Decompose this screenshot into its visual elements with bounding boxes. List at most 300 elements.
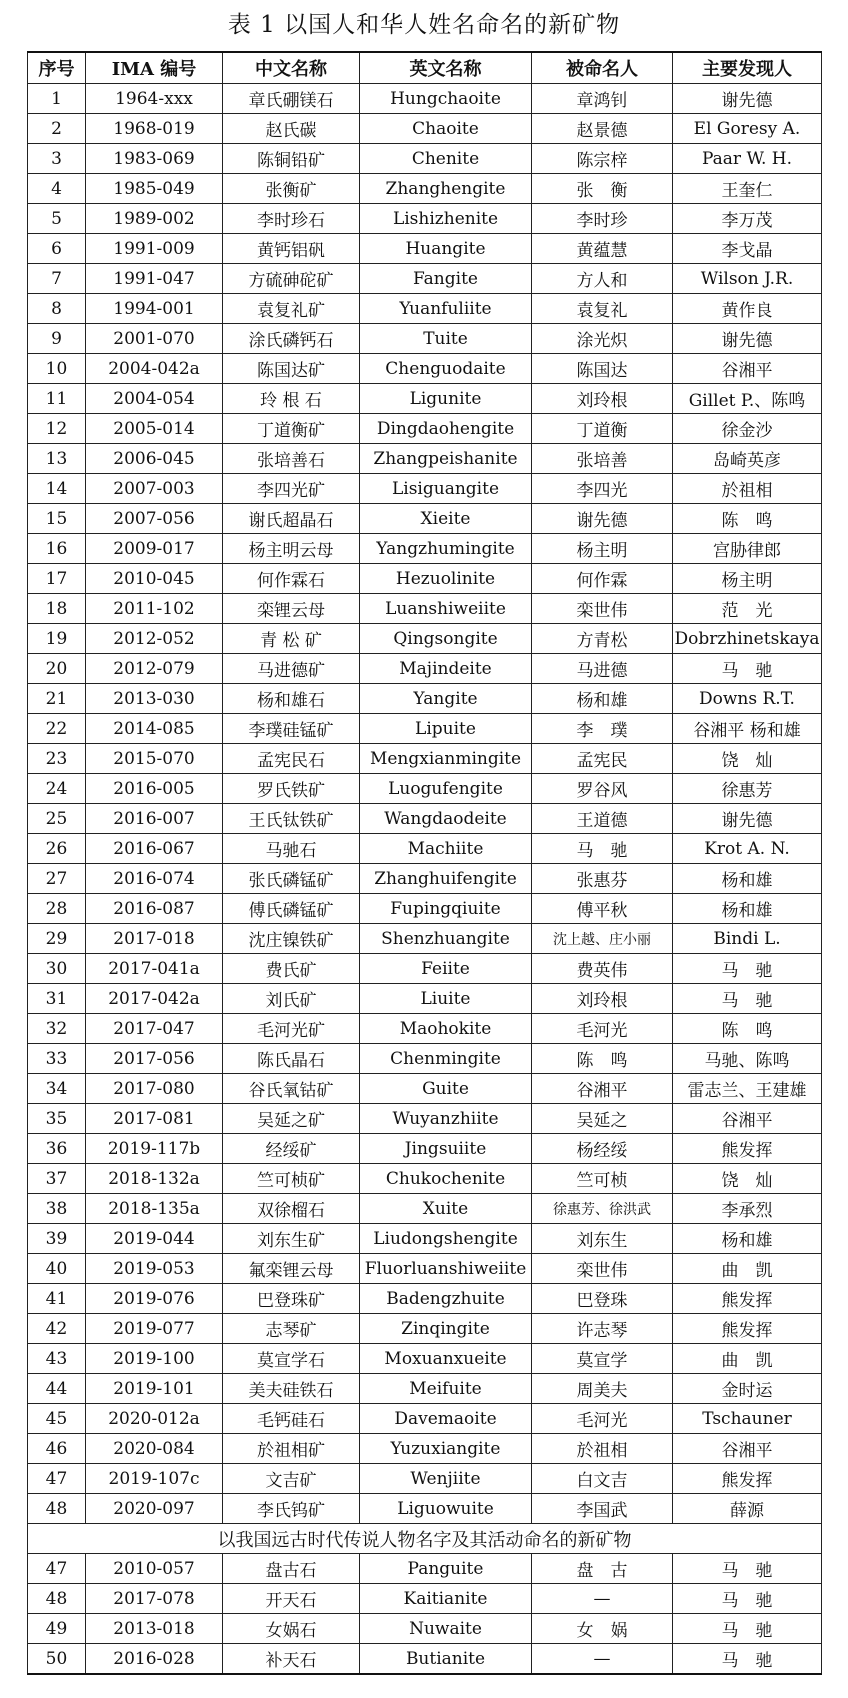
table-row bbox=[28, 174, 822, 204]
table-cell: 黄作良 bbox=[673, 294, 822, 324]
table-cell: 孟宪民石 bbox=[223, 744, 360, 774]
table-cell: 32 bbox=[28, 1014, 86, 1044]
table-cell: 张 衡 bbox=[532, 174, 673, 204]
table-cell: 文吉矿 bbox=[223, 1464, 360, 1494]
table-cell: 49 bbox=[28, 1614, 86, 1644]
table-cell: 2018-135a bbox=[86, 1194, 223, 1224]
table-cell: 薛源 bbox=[673, 1494, 822, 1524]
table-row bbox=[28, 444, 822, 474]
table-cell: 2019-077 bbox=[86, 1314, 223, 1344]
table-cell: 张衡矿 bbox=[223, 174, 360, 204]
table-cell: 刘东生矿 bbox=[223, 1224, 360, 1254]
table-cell: Wilson J.R. bbox=[673, 264, 822, 294]
table-row bbox=[28, 234, 822, 264]
table-row bbox=[28, 1554, 822, 1584]
table-cell: 赵景德 bbox=[532, 114, 673, 144]
table-cell: 2019-101 bbox=[86, 1374, 223, 1404]
table-cell: 14 bbox=[28, 474, 86, 504]
table-cell: Zhangpeishanite bbox=[360, 444, 532, 474]
table-cell: 熊发挥 bbox=[673, 1314, 822, 1344]
table-cell: Liuite bbox=[360, 984, 532, 1014]
table-cell: 陈国达 bbox=[532, 354, 673, 384]
table-cell: 马 驰 bbox=[673, 654, 822, 684]
table-row bbox=[28, 744, 822, 774]
table-cell: 赵氏碳 bbox=[223, 114, 360, 144]
table-cell: 谷湘平 bbox=[673, 1104, 822, 1134]
table-cell: Tschauner bbox=[673, 1404, 822, 1434]
table-cell: 开天石 bbox=[223, 1584, 360, 1614]
table-cell: Lishizhenite bbox=[360, 204, 532, 234]
table-cell: 28 bbox=[28, 894, 86, 924]
table-cell: 竺可桢矿 bbox=[223, 1164, 360, 1194]
table-row bbox=[28, 114, 822, 144]
table-cell: 栾锂云母 bbox=[223, 594, 360, 624]
table-cell: 谷湘平 bbox=[673, 1434, 822, 1464]
table-cell: 熊发挥 bbox=[673, 1464, 822, 1494]
table-cell: 范 光 bbox=[673, 594, 822, 624]
table-cell: 沈上越、庄小丽 bbox=[532, 924, 673, 954]
table-cell: Downs R.T. bbox=[673, 684, 822, 714]
table-cell: 29 bbox=[28, 924, 86, 954]
header-cell: 序号 bbox=[28, 52, 86, 84]
table-cell: 37 bbox=[28, 1164, 86, 1194]
table-cell: 2012-052 bbox=[86, 624, 223, 654]
table-cell: 20 bbox=[28, 654, 86, 684]
table-cell: 2012-079 bbox=[86, 654, 223, 684]
table-cell: 莫宣学石 bbox=[223, 1344, 360, 1374]
table-cell: 於祖相矿 bbox=[223, 1434, 360, 1464]
table-cell: 袁复礼 bbox=[532, 294, 673, 324]
header-row bbox=[28, 52, 822, 84]
table-cell: Liguowuite bbox=[360, 1494, 532, 1524]
table-row bbox=[28, 534, 822, 564]
table-row bbox=[28, 1164, 822, 1194]
table-cell: 43 bbox=[28, 1344, 86, 1374]
table-cell: 李氏钨矿 bbox=[223, 1494, 360, 1524]
table-cell: Huangite bbox=[360, 234, 532, 264]
table-cell: Fangite bbox=[360, 264, 532, 294]
table-cell: 谢氏超晶石 bbox=[223, 504, 360, 534]
table-cell: Chenmingite bbox=[360, 1044, 532, 1074]
table-row bbox=[28, 264, 822, 294]
table-cell: 2019-076 bbox=[86, 1284, 223, 1314]
table-cell: 42 bbox=[28, 1314, 86, 1344]
table-cell: Feiite bbox=[360, 954, 532, 984]
table-cell: 美夫硅铁石 bbox=[223, 1374, 360, 1404]
table-cell: 40 bbox=[28, 1254, 86, 1284]
table-cell: Yangite bbox=[360, 684, 532, 714]
table-cell: El Goresy A. bbox=[673, 114, 822, 144]
table-cell: 谷湘平 杨和雄 bbox=[673, 714, 822, 744]
table-cell: 陈 鸣 bbox=[673, 504, 822, 534]
table-cell: 马进德 bbox=[532, 654, 673, 684]
table-cell: 巴登珠矿 bbox=[223, 1284, 360, 1314]
table-cell: Zinqingite bbox=[360, 1314, 532, 1344]
table-cell: 方人和 bbox=[532, 264, 673, 294]
table-cell: 女娲石 bbox=[223, 1614, 360, 1644]
table-cell: 27 bbox=[28, 864, 86, 894]
table-cell: 章鸿钊 bbox=[532, 84, 673, 114]
table-cell: Chukochenite bbox=[360, 1164, 532, 1194]
table-cell: 30 bbox=[28, 954, 86, 984]
table-cell: 2011-102 bbox=[86, 594, 223, 624]
table-cell: 4 bbox=[28, 174, 86, 204]
table-cell: 雷志兰、王建雄 bbox=[673, 1074, 822, 1104]
table-cell: 35 bbox=[28, 1104, 86, 1134]
table-cell: Chaoite bbox=[360, 114, 532, 144]
table-cell: 17 bbox=[28, 564, 86, 594]
table-cell: Majindeite bbox=[360, 654, 532, 684]
table-cell: 24 bbox=[28, 774, 86, 804]
table-cell: 2019-107c bbox=[86, 1464, 223, 1494]
table-cell: 16 bbox=[28, 534, 86, 564]
table-cell: Xuite bbox=[360, 1194, 532, 1224]
table-cell: 马进德矿 bbox=[223, 654, 360, 684]
table-cell: 2017-081 bbox=[86, 1104, 223, 1134]
table-row bbox=[28, 1044, 822, 1074]
table-cell: 吴延之矿 bbox=[223, 1104, 360, 1134]
table-cell: 10 bbox=[28, 354, 86, 384]
section-row bbox=[28, 1524, 822, 1554]
table-cell: 马 驰 bbox=[673, 1554, 822, 1584]
table-cell: 刘玲根 bbox=[532, 984, 673, 1014]
table-cell: 吴延之 bbox=[532, 1104, 673, 1134]
table-row bbox=[28, 1314, 822, 1344]
table-cell: 傅氏磷锰矿 bbox=[223, 894, 360, 924]
table-cell: 谷湘平 bbox=[532, 1074, 673, 1104]
table-cell: 2015-070 bbox=[86, 744, 223, 774]
table-row bbox=[28, 144, 822, 174]
table-cell: 毛河光 bbox=[532, 1404, 673, 1434]
table-row bbox=[28, 504, 822, 534]
table-row bbox=[28, 954, 822, 984]
table-cell: 1968-019 bbox=[86, 114, 223, 144]
table-cell: 1983-069 bbox=[86, 144, 223, 174]
table-cell: Xieite bbox=[360, 504, 532, 534]
table-cell: 47 bbox=[28, 1554, 86, 1584]
table-cell: 3 bbox=[28, 144, 86, 174]
table-cell: Yuanfuliite bbox=[360, 294, 532, 324]
table-row bbox=[28, 1584, 822, 1614]
table-row bbox=[28, 894, 822, 924]
header-cell: 被命名人 bbox=[532, 52, 673, 84]
table-cell: 李四光 bbox=[532, 474, 673, 504]
table-cell: 何作霖 bbox=[532, 564, 673, 594]
table-cell: 48 bbox=[28, 1584, 86, 1614]
table-cell: 栾世伟 bbox=[532, 594, 673, 624]
table-cell: 2017-041a bbox=[86, 954, 223, 984]
table-cell: 刘玲根 bbox=[532, 384, 673, 414]
table-cell: Shenzhuangite bbox=[360, 924, 532, 954]
table-cell: Mengxianmingite bbox=[360, 744, 532, 774]
table-cell: Liudongshengite bbox=[360, 1224, 532, 1254]
header-cell: IMA 编号 bbox=[86, 52, 223, 84]
table-cell: 2017-042a bbox=[86, 984, 223, 1014]
table-cell: 谢先德 bbox=[673, 324, 822, 354]
table-cell: 李承烈 bbox=[673, 1194, 822, 1224]
table-cell: 刘氏矿 bbox=[223, 984, 360, 1014]
header-cell: 中文名称 bbox=[223, 52, 360, 84]
table-cell: 费氏矿 bbox=[223, 954, 360, 984]
table-cell: Paar W. H. bbox=[673, 144, 822, 174]
table-cell: Ligunite bbox=[360, 384, 532, 414]
table-row bbox=[28, 834, 822, 864]
table-cell: 39 bbox=[28, 1224, 86, 1254]
table-cell: 补天石 bbox=[223, 1644, 360, 1675]
table-cell: 8 bbox=[28, 294, 86, 324]
table-cell: 杨主明云母 bbox=[223, 534, 360, 564]
table-cell: 2019-053 bbox=[86, 1254, 223, 1284]
table-row bbox=[28, 1104, 822, 1134]
table-cell: Zhanghengite bbox=[360, 174, 532, 204]
table-cell: 李万茂 bbox=[673, 204, 822, 234]
table-cell: 李国武 bbox=[532, 1494, 673, 1524]
header-cell: 英文名称 bbox=[360, 52, 532, 84]
table-cell: 34 bbox=[28, 1074, 86, 1104]
minerals-table bbox=[27, 51, 822, 1675]
table-cell: 栾世伟 bbox=[532, 1254, 673, 1284]
table-cell: 50 bbox=[28, 1644, 86, 1675]
table-row bbox=[28, 414, 822, 444]
table-cell: 5 bbox=[28, 204, 86, 234]
table-cell: 毛钙硅石 bbox=[223, 1404, 360, 1434]
table-cell: Chenite bbox=[360, 144, 532, 174]
table-cell: Yangzhumingite bbox=[360, 534, 532, 564]
table-cell: 涂氏磷钙石 bbox=[223, 324, 360, 354]
table-cell: 12 bbox=[28, 414, 86, 444]
table-cell: 2001-070 bbox=[86, 324, 223, 354]
table-cell: 黄钙铝矾 bbox=[223, 234, 360, 264]
table-row bbox=[28, 924, 822, 954]
table-cell: 1994-001 bbox=[86, 294, 223, 324]
table-cell: 2 bbox=[28, 114, 86, 144]
table-cell: Lipuite bbox=[360, 714, 532, 744]
table-cell: Panguite bbox=[360, 1554, 532, 1584]
table-cell: 陈宗梓 bbox=[532, 144, 673, 174]
table-cell: 2017-047 bbox=[86, 1014, 223, 1044]
table-cell: 2014-085 bbox=[86, 714, 223, 744]
table-cell: 宫胁律郎 bbox=[673, 534, 822, 564]
table-cell: 25 bbox=[28, 804, 86, 834]
table-cell: 李 璞 bbox=[532, 714, 673, 744]
table-cell: 2016-028 bbox=[86, 1644, 223, 1675]
header-cell: 主要发现人 bbox=[673, 52, 822, 84]
table-cell: 巴登珠 bbox=[532, 1284, 673, 1314]
table-row bbox=[28, 384, 822, 414]
table-cell: 2007-003 bbox=[86, 474, 223, 504]
table-cell: 2020-084 bbox=[86, 1434, 223, 1464]
table-cell: 马 驰 bbox=[532, 834, 673, 864]
table-cell: 2016-074 bbox=[86, 864, 223, 894]
table-cell: 氟栾锂云母 bbox=[223, 1254, 360, 1284]
table-cell: 莫宣学 bbox=[532, 1344, 673, 1374]
table-cell: 方硫砷砣矿 bbox=[223, 264, 360, 294]
table-cell: 31 bbox=[28, 984, 86, 1014]
table-row bbox=[28, 1134, 822, 1164]
table-cell: 李戈晶 bbox=[673, 234, 822, 264]
table-cell: 杨经绥 bbox=[532, 1134, 673, 1164]
table-cell: 谢先德 bbox=[673, 84, 822, 114]
table-row bbox=[28, 684, 822, 714]
table-cell: 2017-018 bbox=[86, 924, 223, 954]
table-cell: 45 bbox=[28, 1404, 86, 1434]
table-cell: 38 bbox=[28, 1194, 86, 1224]
table-cell: 2006-045 bbox=[86, 444, 223, 474]
table-cell: 费英伟 bbox=[532, 954, 673, 984]
table-row bbox=[28, 1404, 822, 1434]
table-cell: Luogufengite bbox=[360, 774, 532, 804]
table-cell: 章氏硼镁石 bbox=[223, 84, 360, 114]
table-cell: Hezuolinite bbox=[360, 564, 532, 594]
table-cell: 袁复礼矿 bbox=[223, 294, 360, 324]
table-cell: 李时珍石 bbox=[223, 204, 360, 234]
table-cell: 2017-056 bbox=[86, 1044, 223, 1074]
table-cell: 曲 凯 bbox=[673, 1254, 822, 1284]
table-cell: 2020-097 bbox=[86, 1494, 223, 1524]
table-cell: 张培善 bbox=[532, 444, 673, 474]
table-cell: 2005-014 bbox=[86, 414, 223, 444]
table-cell: 竺可桢 bbox=[532, 1164, 673, 1194]
table-row bbox=[28, 1614, 822, 1644]
table-cell: 经绥矿 bbox=[223, 1134, 360, 1164]
table-cell: 2017-078 bbox=[86, 1584, 223, 1614]
table-cell: 马驰、陈鸣 bbox=[673, 1044, 822, 1074]
table-row bbox=[28, 354, 822, 384]
table-cell: 15 bbox=[28, 504, 86, 534]
table-cell: 陈氏晶石 bbox=[223, 1044, 360, 1074]
table-cell: 48 bbox=[28, 1494, 86, 1524]
table-cell: Jingsuiite bbox=[360, 1134, 532, 1164]
table-cell: 李时珍 bbox=[532, 204, 673, 234]
table-cell: 张惠芬 bbox=[532, 864, 673, 894]
table-cell: 王道德 bbox=[532, 804, 673, 834]
table-row bbox=[28, 1224, 822, 1254]
table-row bbox=[28, 324, 822, 354]
table-row bbox=[28, 474, 822, 504]
table-cell: 1985-049 bbox=[86, 174, 223, 204]
table-cell: 谷氏氧钴矿 bbox=[223, 1074, 360, 1104]
table-cell: 马 驰 bbox=[673, 1614, 822, 1644]
table-cell: 丁道衡 bbox=[532, 414, 673, 444]
table-cell: Zhanghuifengite bbox=[360, 864, 532, 894]
table-cell: 杨和雄 bbox=[673, 894, 822, 924]
table-cell: 杨和雄 bbox=[673, 864, 822, 894]
table-row bbox=[28, 1284, 822, 1314]
table-cell: 志琴矿 bbox=[223, 1314, 360, 1344]
table-cell: Lisiguangite bbox=[360, 474, 532, 504]
table-row bbox=[28, 294, 822, 324]
table-cell: 1991-047 bbox=[86, 264, 223, 294]
table-cell: 2016-067 bbox=[86, 834, 223, 864]
table-cell: 2004-054 bbox=[86, 384, 223, 414]
table-row bbox=[28, 1464, 822, 1494]
table-cell: 马 驰 bbox=[673, 1584, 822, 1614]
table-cell: 玲 根 石 bbox=[223, 384, 360, 414]
table-cell: Yuzuxiangite bbox=[360, 1434, 532, 1464]
table-cell: 曲 凯 bbox=[673, 1344, 822, 1374]
table-row bbox=[28, 804, 822, 834]
table-cell: 涂光炽 bbox=[532, 324, 673, 354]
section-title: 以我国远古时代传说人物名字及其活动命名的新矿物 bbox=[28, 1524, 822, 1554]
table-cell: Kaitianite bbox=[360, 1584, 532, 1614]
table-cell: Nuwaite bbox=[360, 1614, 532, 1644]
table-cell: 陈国达矿 bbox=[223, 354, 360, 384]
table-cell: 2019-044 bbox=[86, 1224, 223, 1254]
table-row bbox=[28, 1194, 822, 1224]
table-row bbox=[28, 1644, 822, 1675]
table-cell: 女 娲 bbox=[532, 1614, 673, 1644]
table-cell: 23 bbox=[28, 744, 86, 774]
table-cell: 2016-005 bbox=[86, 774, 223, 804]
table-cell: 谷湘平 bbox=[673, 354, 822, 384]
table-cell: 许志琴 bbox=[532, 1314, 673, 1344]
table-cell: 徐惠芳 bbox=[673, 774, 822, 804]
table-cell: Moxuanxueite bbox=[360, 1344, 532, 1374]
table-cell: Bindi L. bbox=[673, 924, 822, 954]
table-cell: 盘 古 bbox=[532, 1554, 673, 1584]
table-cell: Krot A. N. bbox=[673, 834, 822, 864]
table-row bbox=[28, 1374, 822, 1404]
table-cell: 杨主明 bbox=[532, 534, 673, 564]
table-cell: 丁道衡矿 bbox=[223, 414, 360, 444]
table-cell: Dobrzhinetskaya bbox=[673, 624, 822, 654]
table-row bbox=[28, 1434, 822, 1464]
table-cell: 2009-017 bbox=[86, 534, 223, 564]
table-cell: 2020-012a bbox=[86, 1404, 223, 1434]
table-cell: 陈 鸣 bbox=[532, 1044, 673, 1074]
table-cell: 6 bbox=[28, 234, 86, 264]
table-row bbox=[28, 594, 822, 624]
table-cell: Fupingqiuite bbox=[360, 894, 532, 924]
table-cell: 青 松 矿 bbox=[223, 624, 360, 654]
table-cell: 马 驰 bbox=[673, 984, 822, 1014]
table-cell: 徐金沙 bbox=[673, 414, 822, 444]
table-cell: 1 bbox=[28, 84, 86, 114]
table-cell: Tuite bbox=[360, 324, 532, 354]
table-cell: 2010-045 bbox=[86, 564, 223, 594]
table-cell: Fluorluanshiweiite bbox=[360, 1254, 532, 1284]
table-cell: 13 bbox=[28, 444, 86, 474]
table-cell: 金时运 bbox=[673, 1374, 822, 1404]
table-row bbox=[28, 864, 822, 894]
table-cell: 2016-007 bbox=[86, 804, 223, 834]
table-cell: — bbox=[532, 1644, 673, 1675]
table-cell: 傅平秋 bbox=[532, 894, 673, 924]
table-row bbox=[28, 84, 822, 114]
table-cell: 於祖相 bbox=[532, 1434, 673, 1464]
table-cell: 36 bbox=[28, 1134, 86, 1164]
table-cell: 2004-042a bbox=[86, 354, 223, 384]
table-cell: — bbox=[532, 1584, 673, 1614]
table-cell: 9 bbox=[28, 324, 86, 354]
table-cell: 盘古石 bbox=[223, 1554, 360, 1584]
table-cell: 周美夫 bbox=[532, 1374, 673, 1404]
table-cell: 杨和雄 bbox=[673, 1224, 822, 1254]
table-cell: 王氏钛铁矿 bbox=[223, 804, 360, 834]
table-cell: 王奎仁 bbox=[673, 174, 822, 204]
table-cell: 46 bbox=[28, 1434, 86, 1464]
table-cell: 李璞硅锰矿 bbox=[223, 714, 360, 744]
table-cell: 饶 灿 bbox=[673, 1164, 822, 1194]
table-cell: 1991-009 bbox=[86, 234, 223, 264]
table-cell: 2017-080 bbox=[86, 1074, 223, 1104]
table-cell: 毛河光矿 bbox=[223, 1014, 360, 1044]
table-cell: 马驰石 bbox=[223, 834, 360, 864]
table-cell: 罗氏铁矿 bbox=[223, 774, 360, 804]
table-cell: Wangdaodeite bbox=[360, 804, 532, 834]
table-cell: 1989-002 bbox=[86, 204, 223, 234]
table-cell: 杨和雄石 bbox=[223, 684, 360, 714]
